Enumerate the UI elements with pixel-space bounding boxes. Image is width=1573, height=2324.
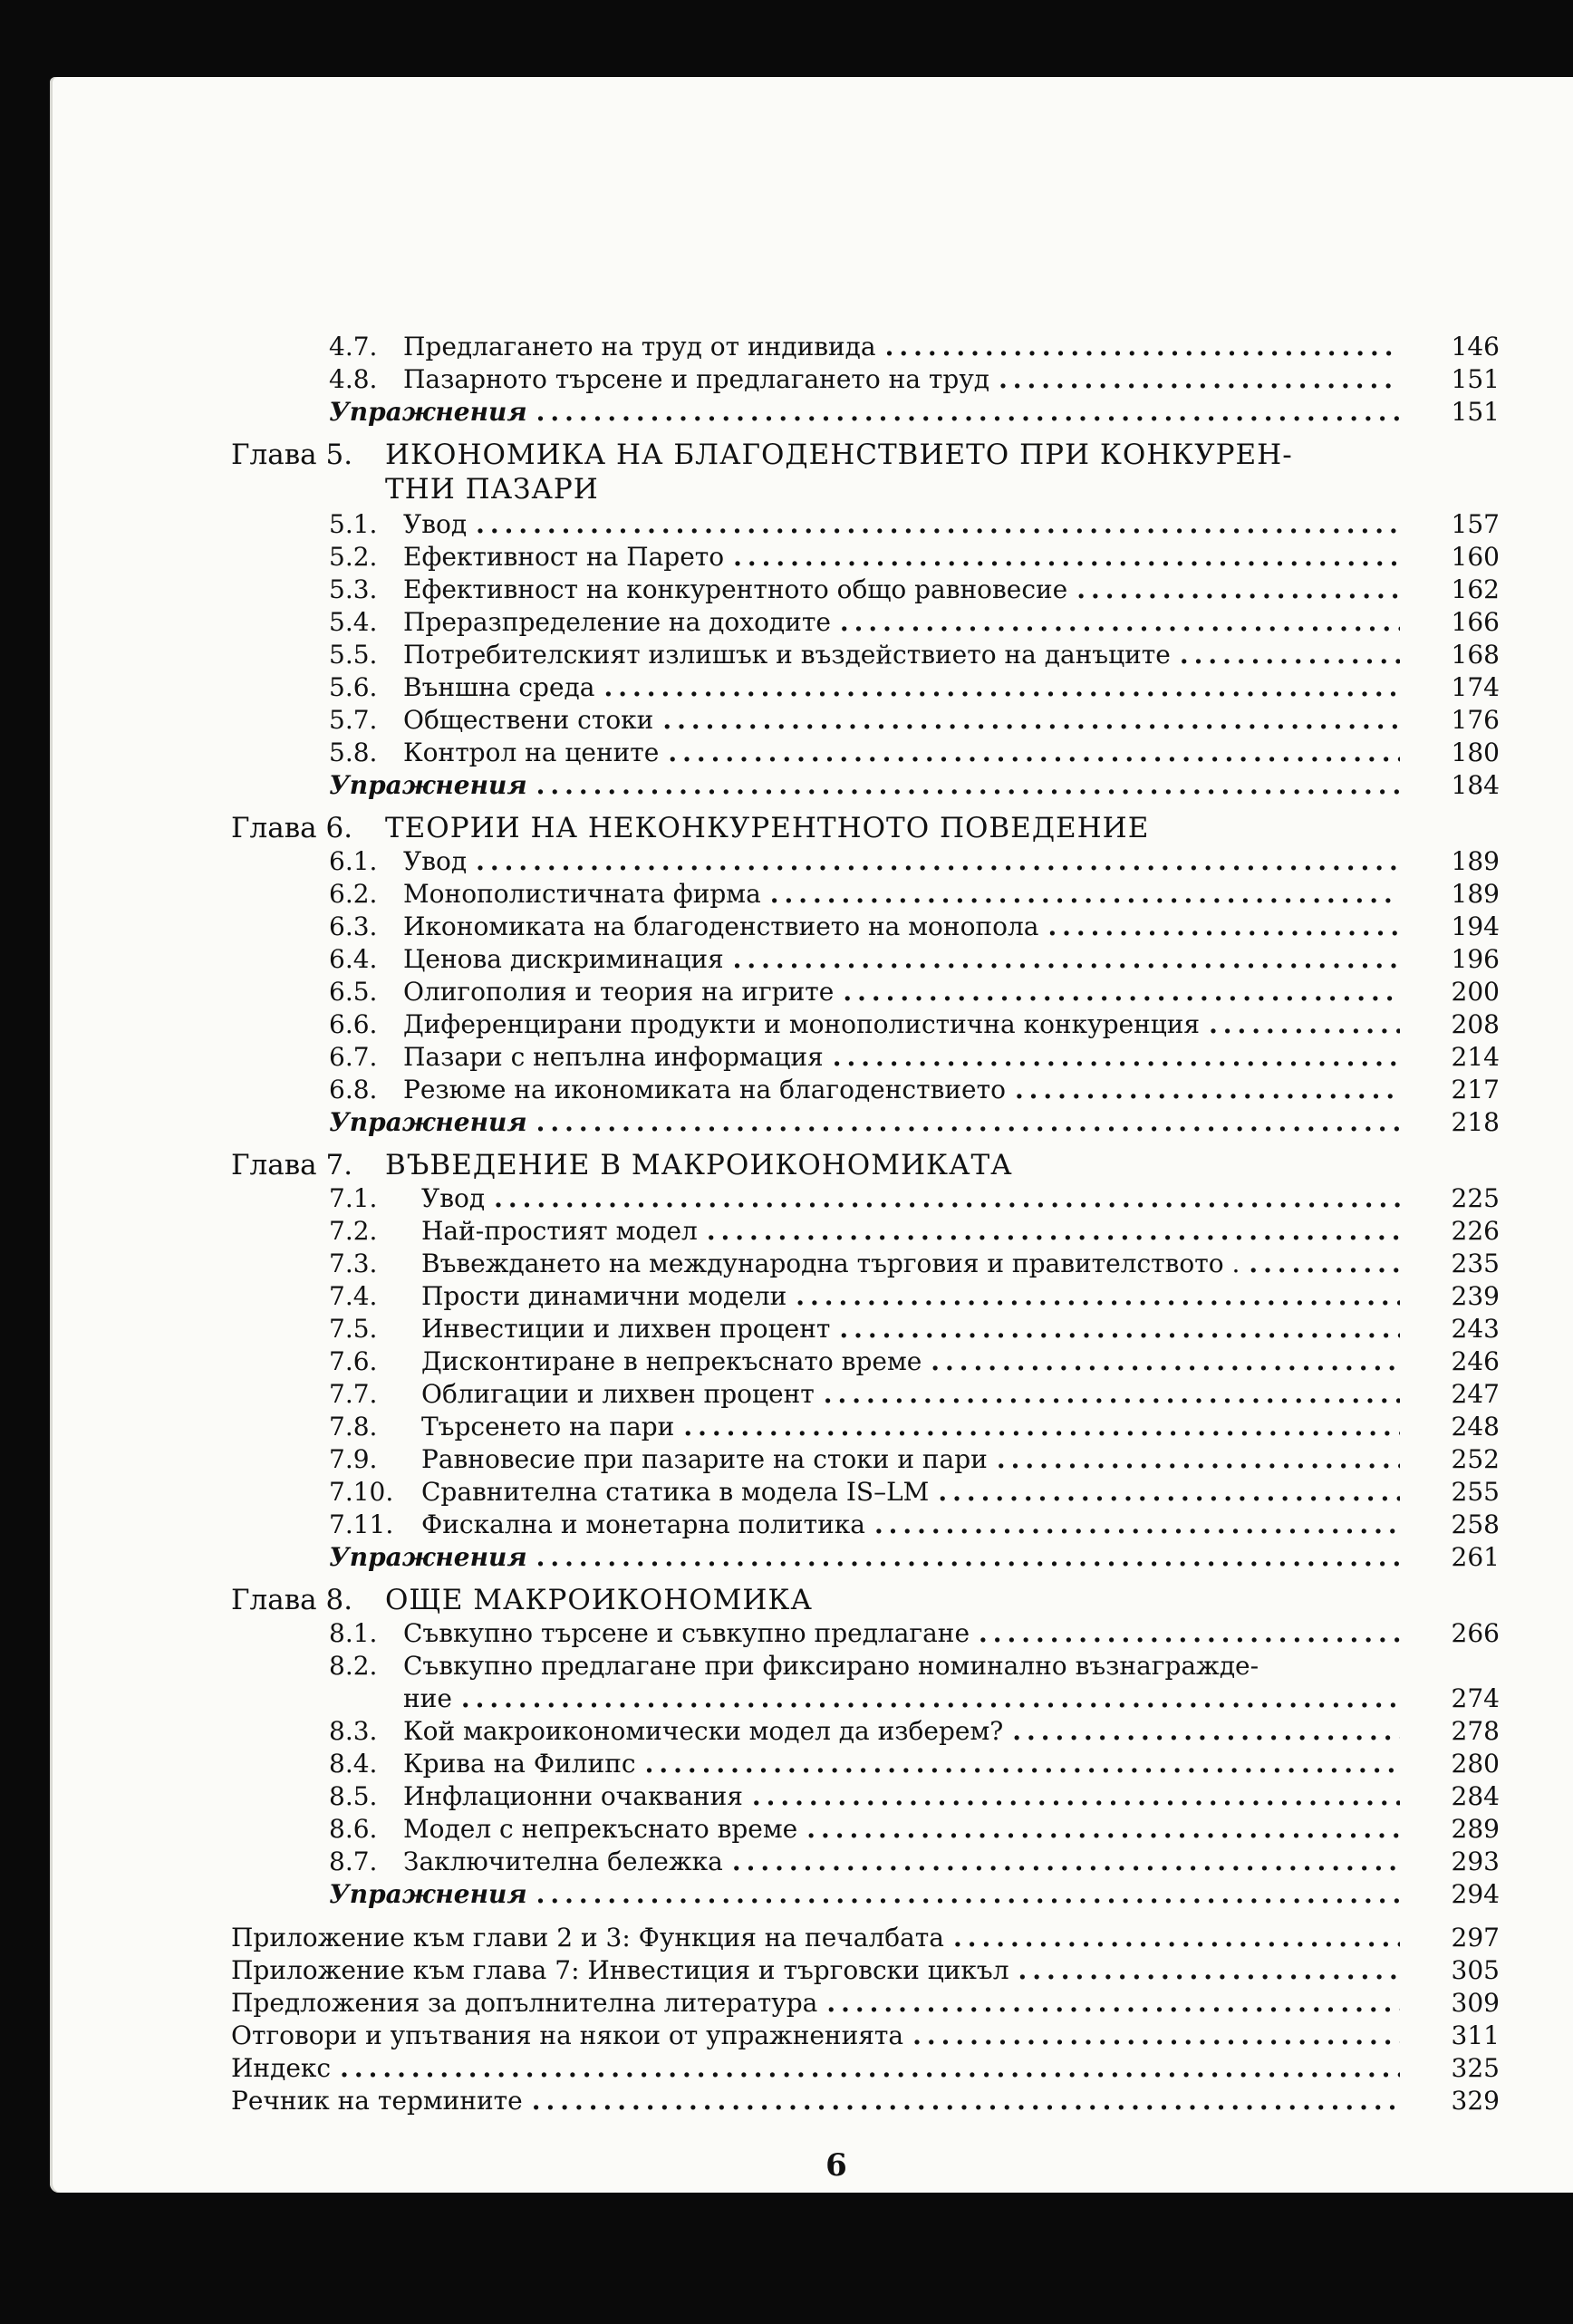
section-title: Прости динамични модели — [421, 1281, 787, 1311]
dot-leader — [938, 1476, 1400, 1509]
section-number: 4.8. — [329, 364, 378, 394]
chapter-heading — [231, 1148, 1500, 1182]
section-title: Инфлационни очаквания — [403, 1781, 743, 1811]
section-number: 8.2. — [329, 1651, 378, 1681]
dot-leader — [662, 704, 1400, 737]
page-ref: 293 — [1451, 1847, 1500, 1876]
dot-leader — [806, 1813, 1400, 1846]
dot-leader — [476, 508, 1400, 541]
page-ref: 180 — [1451, 738, 1500, 767]
section-title: Дисконтиране в непрекъснато време — [421, 1346, 922, 1376]
page-ref: 243 — [1451, 1314, 1500, 1344]
page-ref: 235 — [1451, 1249, 1500, 1278]
dot-leader — [532, 2085, 1400, 2117]
dot-leader — [461, 1683, 1400, 1715]
exercises-label: Упражнения — [329, 1542, 527, 1572]
page-ref: 208 — [1451, 1009, 1500, 1039]
chapter-heading — [231, 811, 1500, 845]
appendix-entry — [231, 1954, 1500, 1987]
chapter-heading — [231, 438, 1500, 472]
dot-leader — [733, 943, 1400, 976]
section-title: Съвкупно предлагане при фиксирано номинално възнагражде- — [403, 1651, 1259, 1681]
page-ref: 248 — [1451, 1412, 1500, 1442]
toc-entry — [231, 1443, 1500, 1476]
section-title: Фискална и монетарна политика — [421, 1509, 865, 1539]
page-ref: 294 — [1451, 1879, 1500, 1909]
dot-leader — [603, 671, 1400, 704]
toc-entry — [231, 1813, 1500, 1846]
dot-leader — [668, 737, 1400, 769]
section-number: 5.7. — [329, 705, 378, 735]
dot-leader — [999, 363, 1400, 396]
page-ref: 174 — [1451, 672, 1500, 702]
section-number: 5.1. — [329, 509, 378, 539]
page-ref: 214 — [1451, 1042, 1500, 1072]
section-title: Монополистичната фирма — [403, 879, 761, 909]
chapter-title: ИКОНОМИКА НА БЛАГОДЕНСТВИЕТО ПРИ КОНКУРЕН- — [385, 439, 1293, 471]
page-ref: 278 — [1451, 1716, 1500, 1746]
toc-entry — [231, 878, 1500, 911]
section-number: 6.2. — [329, 879, 378, 909]
toc-entry — [231, 1041, 1500, 1074]
exercises-label: Упражнения — [329, 770, 527, 800]
section-number: 5.8. — [329, 738, 378, 767]
section-title: Модел с непрекъснато време — [403, 1814, 798, 1844]
toc-entry — [231, 1008, 1500, 1041]
dot-leader — [536, 1878, 1400, 1911]
toc-entry — [231, 1280, 1500, 1313]
section-title: Преразпределение на доходите — [403, 607, 831, 637]
toc-entry — [231, 508, 1500, 541]
section-title: Търсенето на пари — [421, 1412, 675, 1442]
section-number: 5.4. — [329, 607, 378, 637]
section-number: 7.7. — [329, 1379, 378, 1409]
toc-entry — [231, 639, 1500, 671]
appendix-entry — [231, 1987, 1500, 2020]
section-title: Въвеждането на международна търговия и правителството . — [421, 1249, 1240, 1278]
section-title: Предлагането на труд от индивида — [403, 332, 876, 362]
dot-leader — [840, 606, 1400, 639]
toc-entry — [231, 574, 1500, 606]
dot-leader — [885, 331, 1400, 363]
dot-leader — [912, 2020, 1400, 2052]
toc-entry — [231, 671, 1500, 704]
section-title: Сравнителна статика в модела IS–LM — [421, 1477, 930, 1507]
chapter-label: Глава 5. — [231, 439, 353, 471]
toc-entry — [231, 331, 1500, 363]
section-title: Увод — [403, 509, 468, 539]
dot-leader — [796, 1280, 1400, 1313]
dot-leader — [536, 769, 1400, 802]
toc-entry — [231, 845, 1500, 878]
section-title: Увод — [403, 846, 468, 876]
section-title: Индекс — [231, 2053, 332, 2083]
dot-leader — [1012, 1715, 1400, 1748]
page-ref: 266 — [1451, 1618, 1500, 1648]
page-ref: 176 — [1451, 705, 1500, 735]
dot-leader — [874, 1509, 1400, 1541]
page-number: 6 — [825, 2147, 847, 2184]
dot-leader — [1249, 1248, 1400, 1280]
section-title: Облигации и лихвен процент — [421, 1379, 815, 1409]
dot-leader — [997, 1443, 1400, 1476]
toc-entry — [231, 1248, 1500, 1280]
section-number: 8.7. — [329, 1847, 378, 1876]
section-title: ние — [403, 1683, 452, 1713]
dot-leader — [824, 1378, 1400, 1411]
toc-entry — [231, 704, 1500, 737]
dot-leader — [1209, 1008, 1400, 1041]
section-number: 6.8. — [329, 1075, 378, 1104]
section-title: Отговори и упътвания на някои от упражненията — [231, 2020, 904, 2050]
page-ref: 284 — [1451, 1781, 1500, 1811]
appendix-entry — [231, 2085, 1500, 2117]
exercises-label: Упражнения — [329, 1107, 527, 1137]
toc-entry — [231, 1748, 1500, 1780]
section-number: 6.4. — [329, 944, 378, 974]
page-ref: 218 — [1451, 1107, 1500, 1137]
page-ref: 309 — [1451, 1988, 1500, 2018]
page-ref: 329 — [1451, 2086, 1500, 2116]
section-number: 4.7. — [329, 332, 378, 362]
dot-leader — [536, 1541, 1400, 1574]
exercises-label: Упражнения — [329, 397, 527, 427]
dot-leader — [931, 1345, 1400, 1378]
section-number: 7.2. — [329, 1216, 378, 1246]
toc-entry — [231, 1715, 1500, 1748]
toc-entry — [231, 1345, 1500, 1378]
chapter-label: Глава 7. — [231, 1149, 353, 1181]
section-title: Външна среда — [403, 672, 595, 702]
dot-leader — [953, 1922, 1400, 1954]
page-ref: 239 — [1451, 1281, 1500, 1311]
section-number: 6.6. — [329, 1009, 378, 1039]
section-number: 7.3. — [329, 1249, 378, 1278]
exercises-entry — [231, 1541, 1500, 1574]
dot-leader — [536, 396, 1400, 429]
page-ref: 168 — [1451, 640, 1500, 670]
section-title: Равновесие при пазарите на стоки и пари — [421, 1444, 988, 1474]
toc-entry — [231, 1476, 1500, 1509]
dot-leader — [536, 1106, 1400, 1139]
section-number: 6.3. — [329, 911, 378, 941]
section-title: Ценова дискриминация — [403, 944, 724, 974]
toc-entry — [231, 541, 1500, 574]
page-ref: 261 — [1451, 1542, 1500, 1572]
page-ref: 311 — [1451, 2020, 1500, 2050]
section-title: Речник на термините — [231, 2086, 523, 2116]
dot-leader — [1076, 574, 1400, 606]
section-title: Инвестиции и лихвен процент — [421, 1314, 831, 1344]
page-ref: 225 — [1451, 1183, 1500, 1213]
dot-leader — [1018, 1954, 1401, 1987]
section-number: 5.2. — [329, 542, 378, 572]
dot-leader — [707, 1215, 1400, 1248]
section-number: 6.7. — [329, 1042, 378, 1072]
toc-entry — [231, 1683, 1500, 1715]
section-title: Пазарното търсене и предлагането на труд — [403, 364, 990, 394]
page-ref: 274 — [1451, 1683, 1500, 1713]
section-number: 7.10. — [329, 1477, 394, 1507]
toc-entry — [231, 1074, 1500, 1106]
section-number: 7.9. — [329, 1444, 378, 1474]
section-number: 7.8. — [329, 1412, 378, 1442]
section-title: Икономиката на благоденствието на монопола — [403, 911, 1039, 941]
toc-entry — [231, 1313, 1500, 1345]
page-ref: 189 — [1451, 879, 1500, 909]
appendix-entry — [231, 2052, 1500, 2085]
dot-leader — [683, 1411, 1400, 1443]
section-number: 6.5. — [329, 977, 378, 1007]
exercises-entry — [231, 1878, 1500, 1911]
page-ref: 297 — [1451, 1923, 1500, 1953]
section-title: Олигополия и теория на игрите — [403, 977, 835, 1007]
chapter-title: ОЩЕ МАКРОИКОНОМИКА — [385, 1584, 813, 1616]
exercises-entry — [231, 769, 1500, 802]
page-ref: 200 — [1451, 977, 1500, 1007]
page-ref: 162 — [1451, 574, 1500, 604]
section-number: 7.4. — [329, 1281, 378, 1311]
exercises-entry — [231, 396, 1500, 429]
toc-entry — [231, 1378, 1500, 1411]
dot-leader — [645, 1748, 1400, 1780]
section-title: Предложения за допълнителна литература — [231, 1988, 818, 2018]
dot-leader — [340, 2052, 1400, 2085]
section-number: 8.6. — [329, 1814, 378, 1844]
dot-leader — [1015, 1074, 1400, 1106]
toc-entry — [231, 1846, 1500, 1878]
section-number: 7.6. — [329, 1346, 378, 1376]
exercises-entry — [231, 1106, 1500, 1139]
section-title: Обществени стоки — [403, 705, 654, 735]
section-title: Диференцирани продукти и монополистична конкуренция — [403, 1009, 1201, 1039]
dot-leader — [476, 845, 1400, 878]
section-title: Пазари с непълна информация — [403, 1042, 824, 1072]
page-ref: 246 — [1451, 1346, 1500, 1376]
scanned-page — [50, 77, 1573, 2193]
toc-entry — [231, 976, 1500, 1008]
toc-entry — [231, 1182, 1500, 1215]
chapter-label: Глава 8. — [231, 1584, 353, 1616]
section-title: Съвкупно търсене и съвкупно предлагане — [403, 1618, 970, 1648]
section-title: Крива на Филипс — [403, 1749, 636, 1779]
section-number: 7.5. — [329, 1314, 378, 1344]
dot-leader — [1047, 911, 1400, 943]
section-title: Приложение към глава 7: Инвестиция и търговски цикъл — [231, 1955, 1009, 1985]
page-ref: 255 — [1451, 1477, 1500, 1507]
toc-entry — [231, 943, 1500, 976]
section-number: 6.1. — [329, 846, 378, 876]
section-title: Потребителският излишък и въздействието на данъците — [403, 640, 1171, 670]
page-ref: 217 — [1451, 1075, 1500, 1104]
section-title: Контрол на цените — [403, 738, 660, 767]
chapter-title: ВЪВЕДЕНИЕ В МАКРОИКОНОМИКАТА — [385, 1149, 1013, 1181]
section-number: 5.3. — [329, 574, 378, 604]
toc-entry — [231, 1411, 1500, 1443]
section-number: 5.6. — [329, 672, 378, 702]
dot-leader — [494, 1182, 1400, 1215]
section-number: 8.5. — [329, 1781, 378, 1811]
toc-entry — [231, 606, 1500, 639]
section-number: 7.1. — [329, 1183, 378, 1213]
exercises-label: Упражнения — [329, 1879, 527, 1909]
section-title: Заключителна бележка — [403, 1847, 723, 1876]
page-ref: 151 — [1451, 364, 1500, 394]
section-title: Ефективност на конкурентното общо равновесие — [403, 574, 1068, 604]
dot-leader — [833, 1041, 1400, 1074]
dot-leader — [843, 976, 1400, 1008]
page-ref: 160 — [1451, 542, 1500, 572]
page-ref: 151 — [1451, 397, 1500, 427]
dot-leader — [1180, 639, 1400, 671]
section-number: 5.5. — [329, 640, 378, 670]
dot-leader — [752, 1780, 1400, 1813]
section-title: Най-простият модел — [421, 1216, 698, 1246]
page-ref: 184 — [1451, 770, 1500, 800]
page-ref: 247 — [1451, 1379, 1500, 1409]
section-number: 8.3. — [329, 1716, 378, 1746]
page-ref: 157 — [1451, 509, 1500, 539]
toc-entry — [231, 1780, 1500, 1813]
page-ref: 189 — [1451, 846, 1500, 876]
dot-leader — [733, 541, 1400, 574]
page-ref: 166 — [1451, 607, 1500, 637]
section-title: Резюме на икономиката на благоденствието — [403, 1075, 1006, 1104]
dot-leader — [839, 1313, 1400, 1345]
section-title: Ефективност на Парето — [403, 542, 725, 572]
page-ref: 194 — [1451, 911, 1500, 941]
page-ref: 280 — [1451, 1749, 1500, 1779]
dot-leader — [979, 1617, 1400, 1650]
section-number: 8.1. — [329, 1618, 378, 1648]
chapter-heading-continuation — [231, 472, 1500, 508]
section-title: Приложение към глави 2 и 3: Функция на печалбата — [231, 1923, 944, 1953]
appendix-entry — [231, 1922, 1500, 1954]
chapter-heading — [231, 1583, 1500, 1617]
page-ref: 226 — [1451, 1216, 1500, 1246]
page-ref: 305 — [1451, 1955, 1500, 1985]
dot-leader — [770, 878, 1400, 911]
page-ref: 196 — [1451, 944, 1500, 974]
toc-entry — [231, 911, 1500, 943]
section-number: 7.11. — [329, 1509, 394, 1539]
toc-entry — [231, 1215, 1500, 1248]
appendix-entry — [231, 2020, 1500, 2052]
toc-entry — [231, 1650, 1500, 1683]
dot-leader — [826, 1987, 1400, 2020]
chapter-label: Глава 6. — [231, 812, 353, 844]
section-number: 8.4. — [329, 1749, 378, 1779]
page-ref: 146 — [1451, 332, 1500, 362]
toc-entry — [231, 1617, 1500, 1650]
toc-entry — [231, 1509, 1500, 1541]
page-ref: 325 — [1451, 2053, 1500, 2083]
page-ref: 252 — [1451, 1444, 1500, 1474]
page-ref: 289 — [1451, 1814, 1500, 1844]
chapter-title: ТЕОРИИ НА НЕКОНКУРЕНТНОТО ПОВЕДЕНИЕ — [385, 812, 1150, 844]
dot-leader — [732, 1846, 1400, 1878]
section-title: Кой макроикономически модел да изберем? — [403, 1716, 1004, 1746]
page-ref: 258 — [1451, 1509, 1500, 1539]
table-of-contents — [231, 331, 1500, 2117]
toc-entry — [231, 737, 1500, 769]
chapter-title: ТНИ ПАЗАРИ — [385, 473, 599, 506]
toc-entry — [231, 363, 1500, 396]
section-title: Увод — [421, 1183, 486, 1213]
